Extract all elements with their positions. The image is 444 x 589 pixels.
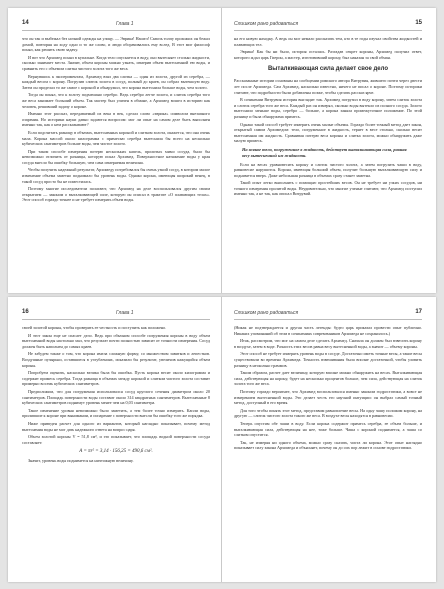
page-header [234, 18, 422, 31]
running-head: Слишком рано радоваться [234, 21, 299, 27]
paragraph: Если на весах уравновесить корону и слиток чистого золота, а затем погрузить чаши в воду, равновесие нарушится. Корона, имеющая больший объем, получит большую выталкивающую силу и поднимется вверх. Даже небольшая разница в объемах сразу станет заметна. [234, 161, 422, 178]
paragraph: И этот закон еще не спасает дело. Ведь при обычном способе погружения короны в воду объем вытесненной воды настолько мал, что результат почти полностью зависит от точности измерения. Сосуд должен быть наполнен до самых краев. [22, 332, 210, 349]
paragraph: своей золотой короны, чтобы проверить ее честность и поступить как положено. [22, 325, 167, 330]
running-head: Слишком рано радоваться [234, 310, 299, 316]
section-title: Выталкивающая сила делает свое дело [267, 66, 389, 73]
page-number: 17 [415, 309, 422, 315]
calculation-intro: Объем золотой короны V = 51,8 см³, и это показывает, что площадь водной поверхности сосуда составляет: [22, 434, 210, 445]
paragraph: При таком способе измерения потерю нескольких капель, пролитых мимо сосуда, было бы невозможно отличить от разницы, которую искал Архимед. Поверхностное натяжение воды у края сосуда внесло бы ошибку большую, чем сама измеряемая величина. [22, 148, 210, 165]
highlighted-statement: На всякое тело, погруженное в жидкость, действует выталкивающая сила, равная весу вытесненной им жидкости. [242, 146, 407, 158]
paragraph: Такое изменение уровня невозможно было заметить, а тем более точно измерить. Капли воды, прилипшие к короне при вынимании, и испарение с поверхности внесли бы ошибку того же порядка. [22, 407, 210, 419]
page-14 [8, 8, 222, 293]
paragraph: Вернувшись к экспериментам, Архимед взял два слитка — один из золота, другой из серебра, — каждый весом с корону. Погрузив слиток золота в сосуд, полный до краев, он собрал вытекшую воду. Затем он проделал то же самое с короной и обнаружил, что корона вытеснила больше воды, чем золото. [22, 73, 210, 90]
paragraph: Таким образом, расчет дает величину, которую вполне можно обнаружить на весах. Выталкивающая сила, действующая на корону, будет на несколько процентов больше, чем сила, действующая на слиток золота того же веса. [234, 370, 422, 387]
paragraph: Итак, рассмотрим, что мог на самом деле сделать Архимед. Сначала он должен был взвесить корону в воздухе, затем в воде. Разность этих весов равна весу вытесненной воды, а значит — объему короны. [234, 338, 422, 349]
page-header [22, 18, 210, 31]
paragraph: Предположим, что для погружения использовался сосуд круглого сечения диаметром около 20 сантиметров. Площадь поверхности воды составит около 314 квадратных сантиметров. Вытесненные 8 кубических сантиметров поднимут уровень менее чем на 0,03 сантиметра. [22, 388, 210, 406]
spread-top [8, 8, 436, 293]
page-header [234, 307, 422, 320]
paragraph: Именно этот рассказ, передаваемый из века в век, сделал слово «эврика» символом внезапного озарения. Но историки науки давно задаются вопросом: мог ли опыт на самом деле быть выполнен именно так, как о нем рассказывают? [22, 111, 210, 128]
paragraph: И вот что Архимед понял в купальне. Когда тело опускается в воду, оно вытесняет столько жидкости, сколько занимает места. Значит, объем короны можно узнать, измерив объем вытесненной ею воды, и сравнить его с объемом слитка чистого золота того же веса. [22, 54, 210, 71]
running-head: Глава 1 [116, 21, 134, 27]
spread-bottom [8, 297, 436, 582]
paragraph: Поэтому многие исследователи полагают, что Архимед на деле воспользовался другим своим открытием — законом о выталкивающей силе, которую он описал в трактате «О плавающих телах». Этот способ гораздо точнее и не требует измерять объем воды. [22, 186, 210, 203]
paragraph: на его новую находку. А ведь он мог немало рассказать тем, кто в те годы изучал свойства жидкостей и плавающих тел. [234, 36, 422, 47]
paragraph: Рассказанные истории основаны на сообщении римского автора Витрувия, жившего почти через двести лет после Архимеда. Сам Архимед, насколько известно, ничего не писал о короне. Поэтому историки считают, что подробности были добавлены позже, чтобы сделать рассказ ярче. [234, 78, 422, 95]
paragraph: Если подсчитать разницу в объемах, вытесненных короной и слитком золота, окажется, что она очень мала. Корона массой около килограмма с примесью серебра вытеснила бы всего на несколько кубических сантиметров больше воды, чем чистое золото. [22, 129, 210, 147]
paragraph: Эврика! Как бы ни было, история осталась. Разгадав секрет короны, Архимед получил ответ, которого ждал царь Гиерон, а мастер, изготовивший корону, был наказан за свой обман. [234, 49, 422, 60]
formula: A = πr² = 3,14 · 156,25 = 490,6 см². [79, 449, 153, 455]
running-head: Глава 1 [116, 310, 134, 316]
paragraph: Так, не измеряя ни одного объема, можно сразу сказать, чиста ли корона. Этот опыт наглядно показывает силу закона Архимеда и объясняет, почему он до сих пор лежит в основе гидростатики. [234, 439, 422, 451]
paragraph: Такой опыт легко выполнить с помощью простейших весов. Он не требует ни узких сосудов, ни точного измерения пролитой воды. Неудивительно, что многие ученые считают, что Архимед поступил именно так, а не так, как описал Витрувий. [234, 180, 422, 197]
paragraph: Теперь опустим обе чаши в воду. Если корона содержит примесь серебра, ее объем больше, и выталкивающая сила, действующая на нее, тоже больше. Чаша с короной поднимется, а чаша со слитком опустится. [234, 420, 422, 438]
page-15 [222, 8, 436, 293]
page-17 [222, 297, 436, 582]
paragraph: что он так и выбежал без ночной одежды на улицу. — Эврика! Нашел! Сквозь толпу прохожих он бежал домой, повторяя на ходу одно и то же слово, и люди оборачивались ему вслед. В этот миг философ понял, как решить свою задачу. [22, 36, 210, 53]
paragraph: (Никак не подтверждается и другая часть легенды: будто царь приказал провести опыт публично. Никаких упоминаний об этом в сочинениях современников Архимеда не сохранилось.) [234, 325, 422, 336]
paragraph: Для того чтобы понять этот метод, представим равноплечие весы. На одну чашу положим корону, на другую — слиток чистого золота такого же веса. В воздухе весы находятся в равновесии. [234, 407, 422, 419]
paragraph: Этот способ не требует измерять уровень воды в сосуде. Достаточно иметь точные весы, а такие весы существовали во времена Архимеда. Точность взвешивания была вполне достаточной, чтобы уловить разницу в несколько граммов. [234, 351, 423, 368]
paragraph: Однако такой способ требует измерять очень малые объемы. Гораздо более точный метод дает закон, открытый самим Архимедом: тело, погруженное в жидкость, теряет в весе столько, сколько весит вытесненная им жидкость. Сравнивая потерю веса короны и слитка золота, можно обнаружить даже малую примесь. [234, 121, 422, 144]
page-16 [8, 297, 222, 582]
page-number: 15 [415, 20, 422, 26]
calculation-note: Значит, уровень воды поднимется на ничтожную величину. [28, 458, 134, 464]
paragraph: Тогда он понял, что к золоту подмешано серебро. Ведь серебро легче золота, и слиток серебра того же веса занимает больший объем. Так мастер был уличен в обмане, а Архимед вошел в историю как человек, решивший задачу о короне. [22, 92, 210, 109]
paragraph: В сочинении Витрувия история выглядит так. Архимед погрузил в воду корону, затем слиток золота и слиток серебра того же веса. Каждый раз он измерял, сколько воды вытекло из полного сосуда. Золото вытеснило меньше воды, серебро — больше, а корона заняла промежуточное положение. По этой разнице и была обнаружена примесь. [234, 97, 422, 119]
paragraph: Чтобы получить надежный результат, Архимеду потребовался бы очень узкий сосуд, в котором малое изменение объема заметно поднимало бы уровень воды. Однако корона, имеющая широкий венец, в такой сосуд просто бы не поместилась. [22, 167, 210, 184]
page-header [22, 307, 210, 320]
page-number: 16 [22, 309, 29, 315]
page-number: 14 [22, 20, 29, 26]
paragraph: Не забудем также о том, что корона имела сложную форму, со множеством завитков и лепестков. Воздушные пузырьки, оставшиеся в углублениях, исказили бы результат, увеличив кажущийся объем короны. [22, 351, 210, 368]
paragraph: Поэтому гораздо вероятнее, что Архимед воспользовался именно законом гидростатики, а вовсе не измерением вытесненной воды. Это делает честь его научной интуиции: он выбрал самый точный метод, доступный в его время. [234, 388, 422, 406]
paragraph: Попробуем оценить, насколько велика была бы ошибка. Пусть корона весит около килограмма и содержит примесь серебра. Тогда разница в объемах между короной и слитком чистого золота составит примерно восемь кубических сантиметров. [22, 370, 210, 387]
paragraph: Ниже приведен расчет для одного из вариантов, который наглядно показывает, почему метод вытеснения воды не мог дать надежного ответа на вопрос царя. [22, 420, 210, 432]
